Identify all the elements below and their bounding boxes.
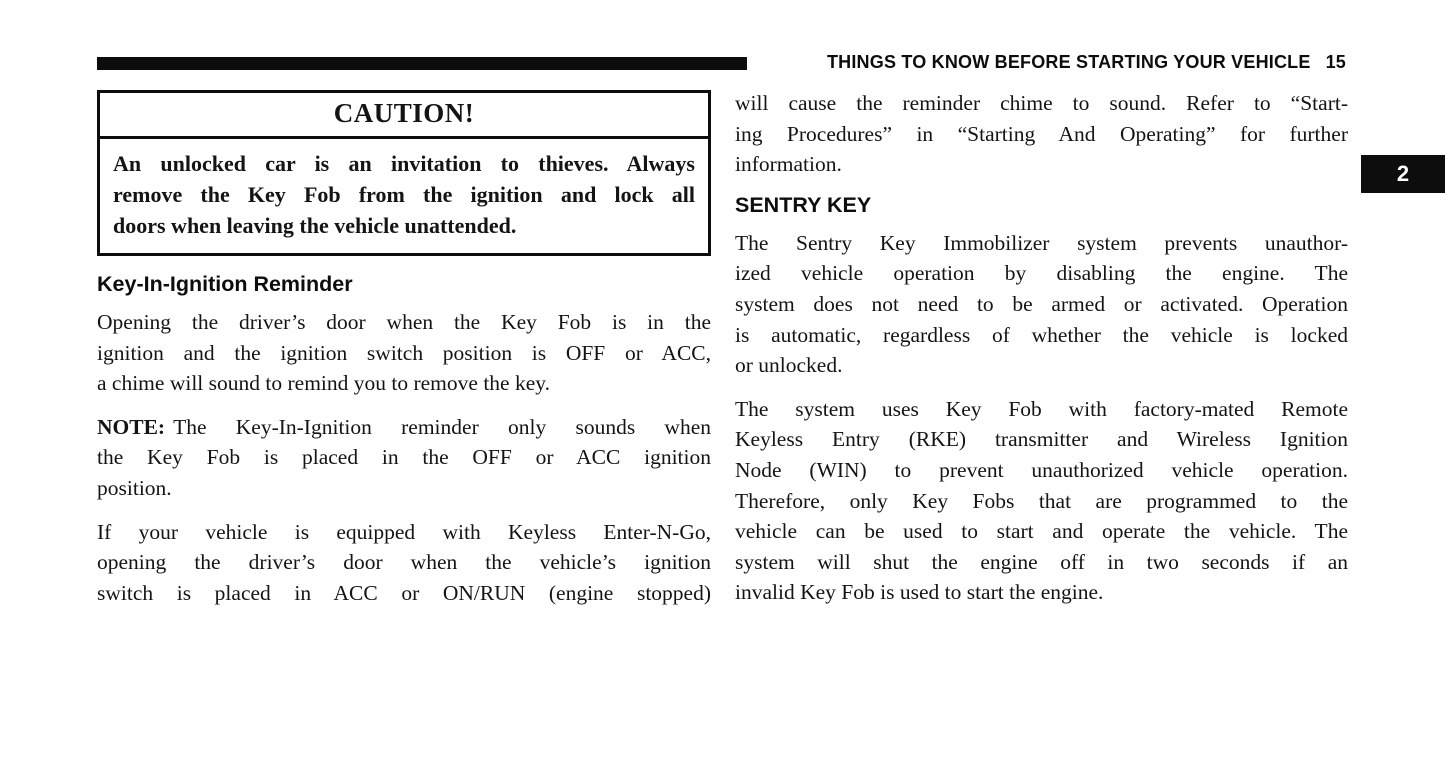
caution-box [97, 90, 711, 256]
chapter-tab [1361, 155, 1445, 193]
text-line: doors when leaving the vehicle unattended. [113, 213, 517, 238]
column-right [735, 88, 1348, 621]
caution-text [100, 139, 708, 253]
text-line: system does not need to be armed or activated. Operation [735, 291, 1348, 316]
text-line: or unlocked. [735, 353, 843, 378]
note-rest-lines [97, 442, 711, 503]
note-label: NOTE: [97, 414, 166, 439]
note-first-line [97, 412, 711, 443]
text-line: is automatic, regardless of whether the vehicle is locked [735, 322, 1348, 347]
text-line: If your vehicle is equipped with Keyless Enter-N-Go, [97, 519, 711, 544]
running-header [827, 52, 1346, 73]
text-line: Node (WIN) to prevent unauthorized vehicle operation. [735, 457, 1348, 482]
caution-title: CAUTION! [100, 93, 708, 139]
paragraph-continuation [735, 88, 1348, 180]
text-line: switch is placed in ACC or ON/RUN (engine stopped) [97, 580, 711, 605]
text-line: ized vehicle operation by disabling the engine. The [735, 261, 1348, 286]
text-line: invalid Key Fob is used to start the engine. [735, 580, 1104, 605]
text-line: a chime will sound to remind you to remove the key. [97, 371, 550, 396]
paragraph-sentry-key-2 [735, 394, 1348, 608]
section-heading-key-in-ignition: Key-In-Ignition Reminder [97, 272, 353, 296]
note-first-line-text: The Key-In-Ignition reminder only sounds when [173, 414, 711, 439]
text-line: remove the Key Fob from the ignition and lock all [113, 182, 695, 207]
header-rule [97, 57, 747, 70]
column-left [97, 90, 711, 621]
text-line: ing Procedures” in “Starting And Operating” for further [735, 121, 1348, 146]
text-line: the Key Fob is placed in the OFF or ACC ignition [97, 445, 711, 470]
text-line: Keyless Entry (RKE) transmitter and Wireless Ignition [735, 427, 1348, 452]
text-line: information. [735, 152, 842, 177]
text-line: ignition and the ignition switch position is OFF or ACC, [97, 340, 711, 365]
page-number: 15 [1325, 52, 1346, 72]
text-line: The Sentry Key Immobilizer system prevents unauthor- [735, 230, 1348, 255]
text-line: will cause the reminder chime to sound. Refer to “Start- [735, 91, 1348, 115]
paragraph-key-in-ignition-1 [97, 307, 711, 399]
text-line: system will shut the engine off in two seconds if an [735, 549, 1348, 574]
chapter-tab-number: 2 [1396, 161, 1410, 186]
running-header-title: THINGS TO KNOW BEFORE STARTING YOUR VEHICLE [826, 52, 1311, 72]
text-line: position. [97, 475, 172, 500]
text-line: An unlocked car is an invitation to thieves. Always [113, 151, 695, 176]
text-line: Therefore, only Key Fobs that are programmed to the [735, 488, 1348, 513]
text-line: Opening the driver’s door when the Key Fob is in the [97, 310, 711, 334]
text-line: opening the driver’s door when the vehicle’s ignition [97, 550, 711, 575]
text-line: vehicle can be used to start and operate the vehicle. The [735, 519, 1348, 544]
paragraph-key-in-ignition-2 [97, 517, 711, 609]
note-paragraph [97, 412, 711, 504]
section-heading-sentry-key: SENTRY KEY [735, 192, 872, 217]
paragraph-sentry-key-1 [735, 228, 1348, 381]
text-line: The system uses Key Fob with factory-mated Remote [735, 396, 1348, 421]
